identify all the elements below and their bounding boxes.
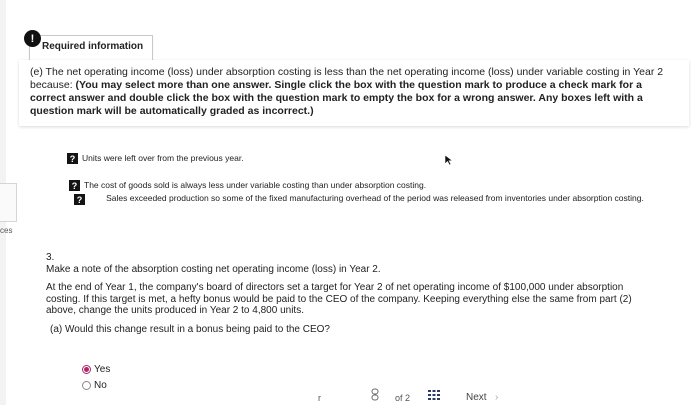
grid-icon[interactable] — [428, 390, 440, 400]
prev-button-fragment[interactable]: r — [318, 393, 321, 403]
choice-2-text: The cost of goods sold is always less under variable costing than under absorption costing. — [84, 180, 427, 190]
next-button[interactable]: Next — [466, 392, 487, 403]
chevron-right-icon: › — [495, 392, 499, 403]
mouse-cursor-icon — [444, 154, 454, 166]
radio-yes-button[interactable] — [82, 365, 91, 374]
question-mark-box-2[interactable]: ? — [69, 180, 80, 191]
page-indicator: of 2 — [395, 393, 411, 403]
choice-1 — [67, 153, 244, 164]
choice-3-text: Sales exceeded production so some of the fixed manufacturing overhead of the period was released from inventories under absorption costing. — [106, 193, 644, 203]
part-3-section — [46, 252, 656, 336]
side-nav-fragment: ces — [0, 226, 13, 235]
requirement-prefix: (e) The net operating income (loss) under absorption costing is less than the net operating income (loss) under variable costing in Year 2 because: — [30, 66, 664, 91]
bottom-navigation — [0, 388, 700, 405]
requirement-text — [30, 66, 666, 118]
part-3-question: (a) Would this change result in a bonus being paid to the CEO? — [50, 323, 330, 335]
radio-yes[interactable] — [82, 364, 110, 375]
part-3-note: Make a note of the absorption costing net operating income (loss) in Year 2. — [46, 264, 381, 275]
question-mark-box-3[interactable]: ? — [74, 194, 85, 205]
radio-yes-label: Yes — [94, 364, 111, 375]
part-3-number: 3. — [46, 252, 55, 263]
choice-2 — [69, 180, 426, 191]
requirement-instructions: (You may select more than one answer. Single click the box with the question mark to produce a check mark for a correct answer and double click the box with the question mark to empty the box for a wrong answer. Any boxes left with a question mark will be automatically graded as incorrect.) — [30, 79, 643, 117]
part-3-body: At the end of Year 1, the company's board of directors set a target for Year 2 of net operating income of $100,000 under absorption costing. If this target is met, a hefty bonus would be paid to the CEO of the company. Keeping everything else the same from part (2) above, change the units produced in Year 2 to 4,800 units. — [46, 282, 632, 316]
choice-1-text: Units were left over from the previous year. — [82, 153, 244, 163]
radio-no-label: No — [94, 380, 107, 391]
choice-3 — [74, 193, 674, 205]
side-tab[interactable] — [0, 183, 17, 222]
header-title: Required information — [42, 41, 144, 52]
link-icon[interactable] — [370, 388, 380, 402]
question-mark-box-1[interactable]: ? — [67, 153, 78, 164]
alert-icon: ! — [24, 30, 41, 47]
